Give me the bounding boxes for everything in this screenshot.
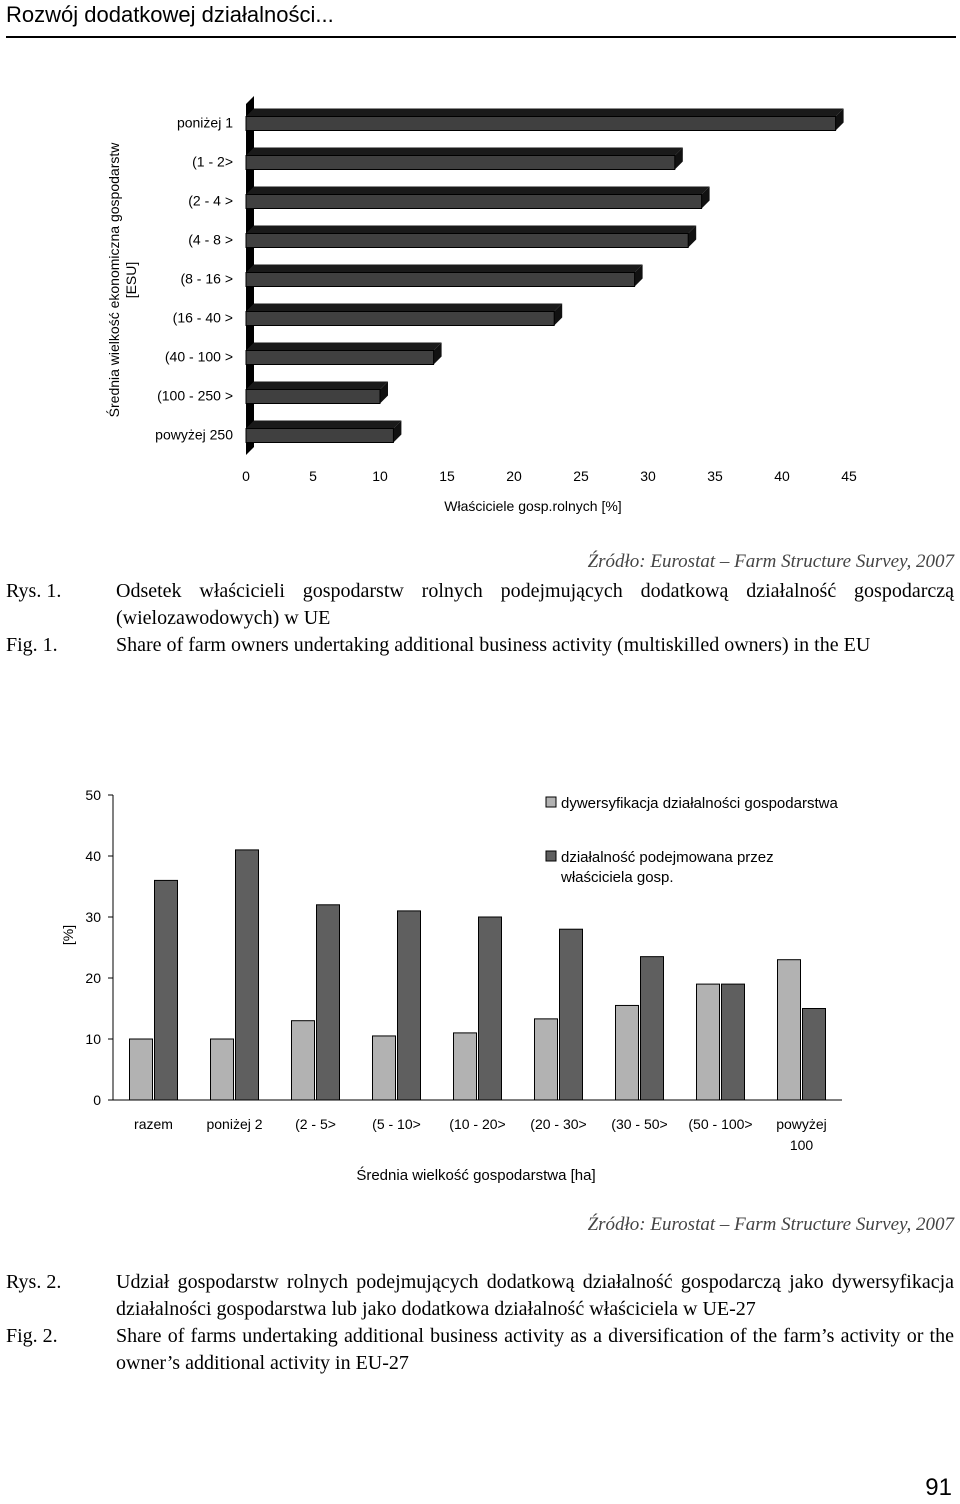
chart-2-category-label: razem [134,1116,173,1132]
chart-1-category-label: (16 - 40 > [172,309,233,326]
chart-2-legend-label: właściciela gosp. [561,869,674,886]
chart-1-x-tick-label: 10 [372,468,388,484]
chart-2-legend-label: dywersyfikacja działalności gospodarstwa [561,795,838,812]
chart-1-bar [246,351,434,365]
chart-1-x-tick-label: 15 [439,468,455,484]
chart-1-x-tick-label: 20 [506,468,522,484]
header-rule [6,36,956,38]
chart-1-bar-top [246,265,643,273]
chart-1-source: Źródło: Eurostat – Farm Structure Survey, 2007 [587,551,954,572]
caption-1-text-en: Share of farm owners undertaking additional business activity (multiskilled owners) in the EU [116,634,871,656]
chart-1-bar [246,234,688,248]
chart-2-bar-diversification [778,960,801,1100]
chart-1-bar-top [246,343,442,351]
chart-2-y-tick-label: 0 [93,1092,101,1108]
caption-1-label-pl: Rys. 1. [6,580,62,602]
chart-1-category-label: (100 - 250 > [157,387,233,404]
chart-1-category-label: (8 - 16 > [180,270,233,287]
chart-2-category-label: (5 - 10> [372,1116,421,1132]
chart-2-bar-owner-activity [641,957,664,1100]
chart-1-bar [246,117,836,131]
chart-2-y-tick-label: 20 [85,970,101,986]
caption-2-label-en: Fig. 2. [6,1325,58,1347]
chart-2-y-tick-label: 50 [85,787,101,803]
chart-2-category-label: 100 [789,1137,814,1153]
caption-1-row-en [6,632,954,659]
chart-1-y-axis-title: Średnia wielkość ekonomiczna gospodarstw [106,142,122,418]
figure-2-caption [6,1269,954,1377]
chart-2-bar-owner-activity [803,1009,826,1101]
chart-2-bar-owner-activity [155,880,178,1100]
chart-1-x-tick-label: 25 [573,468,589,484]
chart-1-bar-top [246,187,710,195]
caption-1-label-en: Fig. 1. [6,634,58,656]
chart-1-bar-top [246,109,844,117]
chart-2-category-label: (2 - 5> [295,1116,336,1132]
chart-1-bar [246,312,554,326]
chart-2-x-axis-title: Średnia wielkość gospodarstwa [ha] [356,1167,596,1184]
chart-1-x-tick-label: 5 [309,468,317,484]
chart-1-x-tick-label: 40 [774,468,790,484]
chart-1-x-tick-label: 0 [242,468,250,484]
chart-1-category-label: poniżej 1 [176,114,233,131]
chart-1-bar-top [246,421,401,429]
chart-2-bar-owner-activity [317,905,340,1100]
chart-1-category-label: (4 - 8 > [188,231,233,248]
chart-1-x-tick-label: 35 [707,468,723,484]
chart-2-bar-diversification [130,1039,153,1100]
chart-2-category-label: (30 - 50> [611,1116,668,1132]
figure-1-caption [6,578,954,659]
chart-1-y-axis-title: [ESU] [123,261,139,299]
chart-2-y-axis-title: [%] [60,924,76,946]
chart-2-category-label: (10 - 20> [449,1116,506,1132]
chart-2-bar-owner-activity [398,911,421,1100]
chart-1-bar [246,273,635,287]
chart-2-bar-owner-activity [236,850,259,1100]
chart-1-bar-top [246,148,683,156]
chart-2-bar-diversification [211,1039,234,1100]
chart-2-legend-label: działalność podejmowana przez [561,849,774,866]
chart-1-bar-top [246,304,562,312]
chart-1-category-label: (40 - 100 > [164,348,233,365]
chart-2-bar-diversification [697,984,720,1100]
chart-2-bar-diversification [616,1005,639,1100]
chart-2-bar-owner-activity [479,917,502,1100]
chart-2-bar-diversification [373,1036,396,1100]
chart-2-legend-swatch [546,851,556,861]
chart-1-bar [246,390,380,404]
chart-2-category-label: (20 - 30> [530,1116,587,1132]
chart-2-bar-diversification [454,1033,477,1100]
chart-2-category-label: powyżej [776,1116,827,1132]
caption-2-row-pl [6,1269,954,1323]
chart-1-x-tick-label: 30 [640,468,656,484]
chart-2-category-label: (50 - 100> [688,1116,753,1132]
caption-2-text-pl: Udział gospodarstw rolnych podejmujących dodatkową działalność gospodarczą jako dywersyfikacja działalności gospodarstwa lub jako dodatkowa działalność właściciela w UE-27 [116,1271,954,1320]
chart-1-category-label: (2 - 4 > [188,192,233,209]
caption-2-label-pl: Rys. 2. [6,1271,62,1293]
chart-1-category-label: (1 - 2> [192,153,233,170]
chart-1-horizontal-bars [0,80,960,520]
caption-1-row-pl [6,578,954,632]
caption-2-row-en [6,1323,954,1377]
chart-2-bar-owner-activity [722,984,745,1100]
chart-1-bar [246,156,675,170]
page-number: 91 [925,1474,952,1501]
chart-1-x-axis-title: Właściciele gosp.rolnych [%] [444,498,622,514]
running-header-title: Rozwój dodatkowej działalności... [6,2,334,27]
chart-2-y-tick-label: 10 [85,1031,101,1047]
caption-2-text-en: Share of farms undertaking additional business activity as a diversification of the farm’s activity or the owner’s additional activity in EU-27 [116,1325,954,1374]
chart-2-source: Źródło: Eurostat – Farm Structure Survey, 2007 [587,1214,954,1235]
chart-1-bar-top [246,226,696,234]
chart-1-bar [246,429,393,443]
chart-2-bar-diversification [535,1019,558,1100]
chart-2-category-label: poniżej 2 [206,1116,263,1132]
chart-2-y-tick-label: 30 [85,909,101,925]
chart-1-bar-top [246,382,388,390]
chart-2-bar-diversification [292,1021,315,1100]
caption-1-text-pl: Odsetek właścicieli gospodarstw rolnych podejmujących dodatkową działalność gospodarczą (wielozawodowych) w UE [116,580,954,629]
chart-1-category-label: powyżej 250 [155,426,233,443]
chart-2-bar-owner-activity [560,929,583,1100]
chart-2-y-tick-label: 40 [85,848,101,864]
chart-1-x-tick-label: 45 [841,468,857,484]
chart-2-grouped-bars [0,770,960,1190]
chart-1-bar [246,195,702,209]
chart-2-legend-swatch [546,797,556,807]
